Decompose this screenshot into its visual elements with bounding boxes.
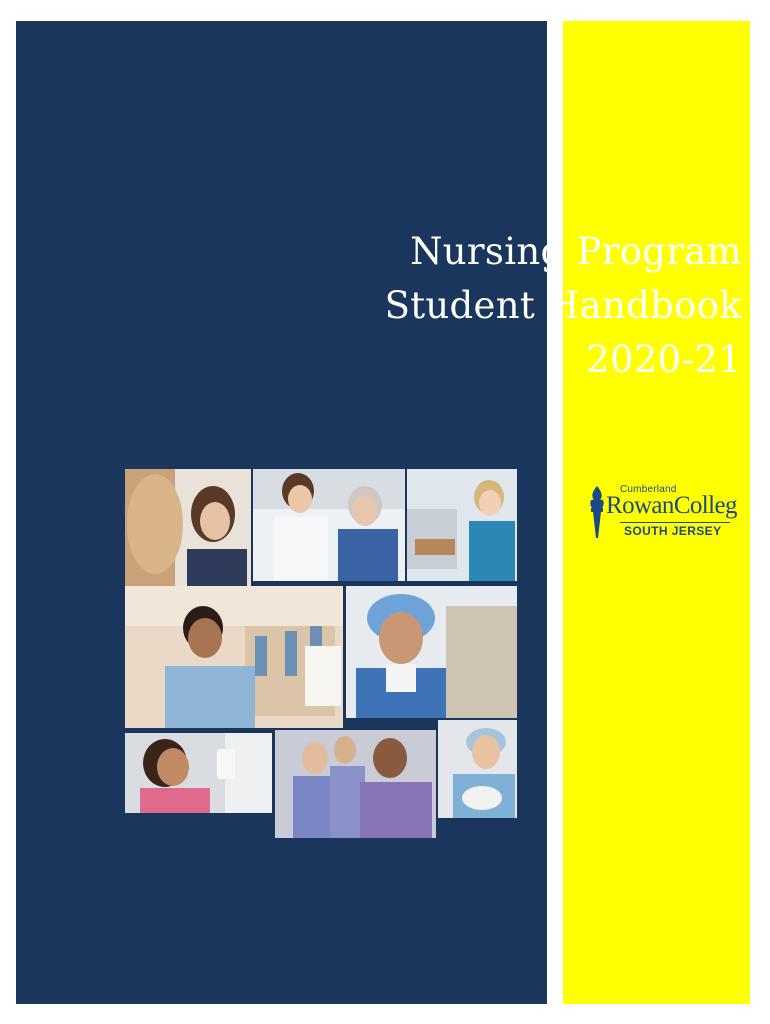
- title-line-year: 2020-21: [586, 338, 742, 381]
- photo-nurse-smiling-hospital-room: [407, 469, 517, 581]
- photo-student-and-nurse: [125, 469, 251, 589]
- torch-icon: [588, 486, 606, 538]
- photo-surgical-nurse-cap: [346, 586, 517, 718]
- photo-nursing-team-scrubs: [275, 730, 436, 838]
- photo-male-nurse-clipboard-ward: [125, 586, 343, 728]
- logo-sub-text: SOUTH JERSEY: [624, 524, 722, 538]
- photo-nurse-holding-newborn: [438, 720, 517, 818]
- title-line-handbook: Student Handbook: [384, 284, 742, 327]
- photo-nurse-reading-iv-bag: [125, 733, 272, 813]
- logo-divider: [620, 522, 730, 523]
- title-line-program: Nursing Program: [410, 230, 742, 273]
- photo-nurse-with-elderly-patient: [253, 469, 405, 581]
- college-logo: [588, 484, 738, 544]
- logo-small-text: Cumberland: [620, 484, 677, 495]
- logo-main-text: RowanColleg: [606, 492, 737, 519]
- handbook-title: [262, 225, 742, 387]
